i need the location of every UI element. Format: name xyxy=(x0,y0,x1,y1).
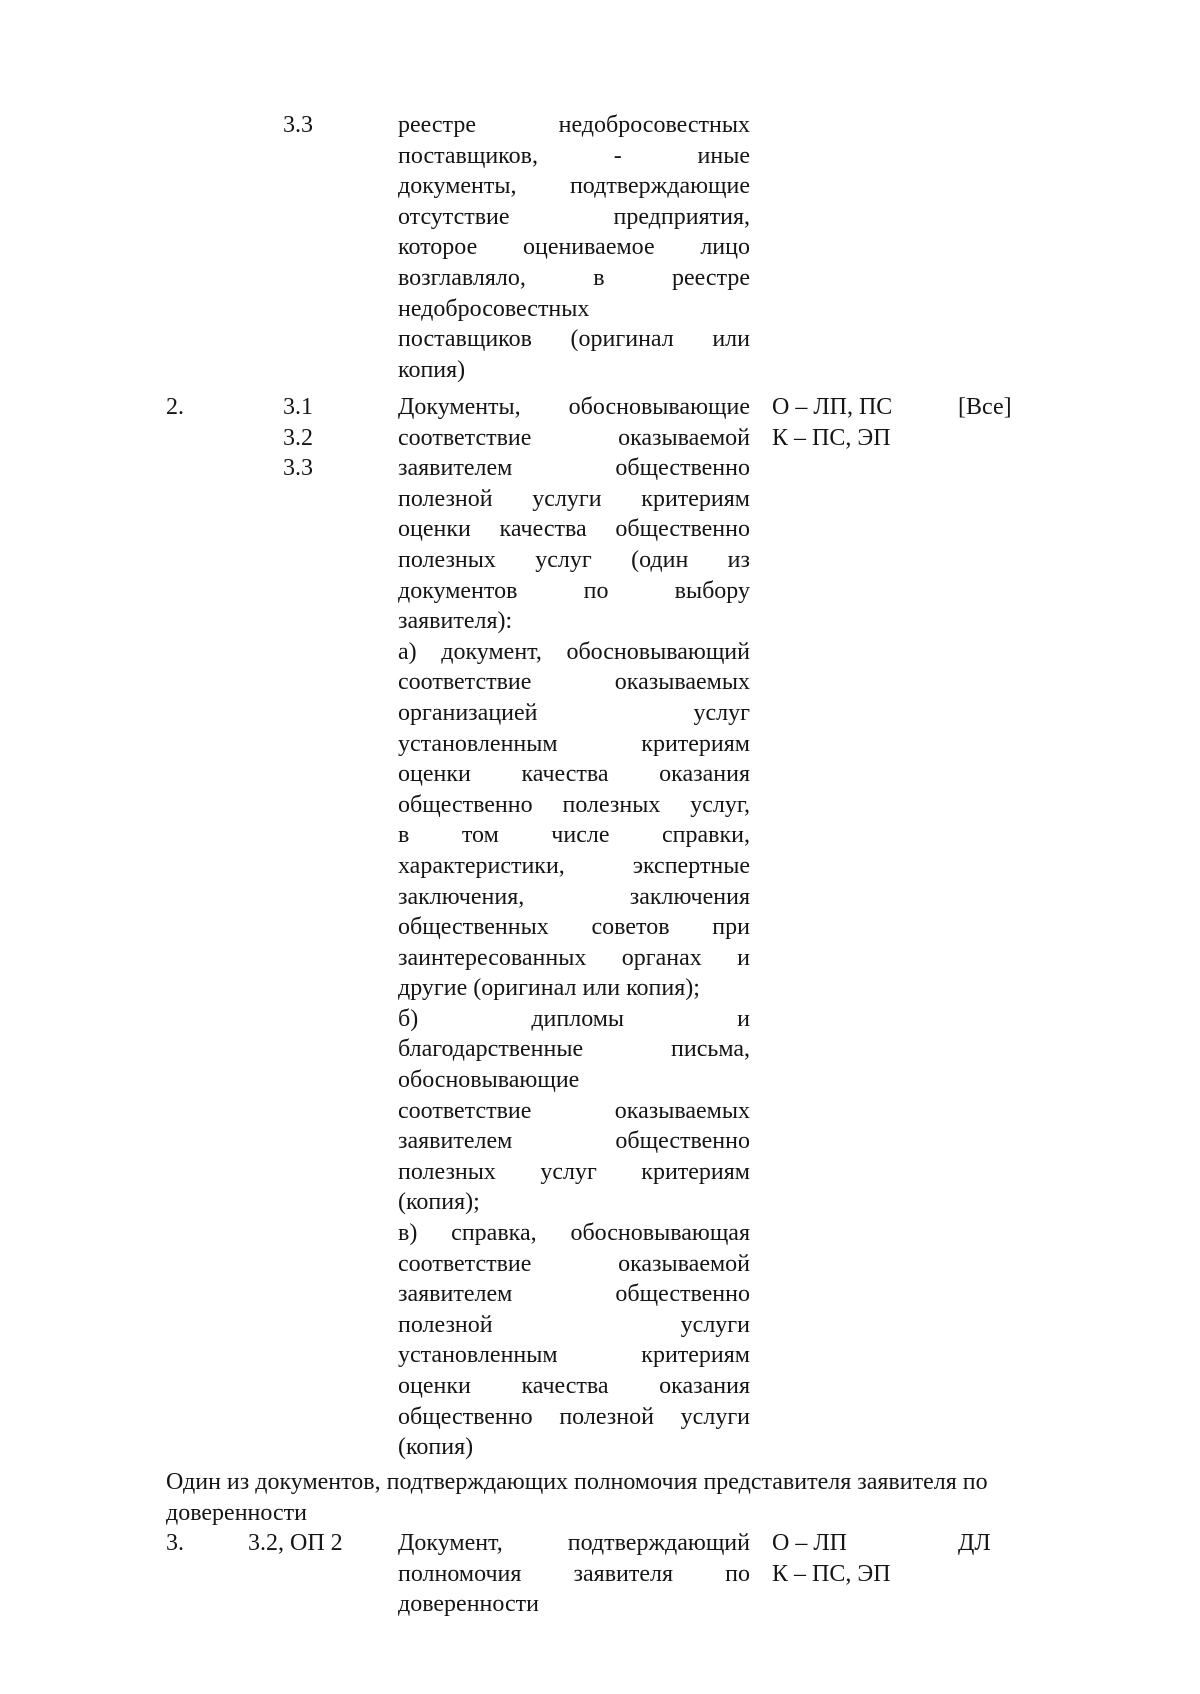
description-line: в) справка, обосновывающая xyxy=(398,1220,750,1247)
description-line: оценки качества оказания xyxy=(398,1373,750,1399)
description-line: полезных услуг критериям xyxy=(398,1158,750,1185)
description-line: доверенности xyxy=(398,1591,539,1618)
description-line: оценки качества оказания xyxy=(398,761,750,788)
row-2-ref-3: 3.3 xyxy=(283,455,313,482)
description-line: документы, подтверждающие xyxy=(398,173,750,200)
description-line: копия) xyxy=(398,356,466,383)
description-line: благодарственные письма, xyxy=(398,1036,750,1063)
description-line: полезной услуги критериям xyxy=(398,485,750,512)
description-line: Документы, обосновывающие xyxy=(398,394,750,420)
description-line: установленным критериям xyxy=(398,1342,750,1369)
description-line: соответствие оказываемой xyxy=(398,424,750,451)
description-line: в том числе справки, xyxy=(398,822,750,849)
description-line: соответствие оказываемых xyxy=(398,1097,750,1124)
description-line: поставщиков (оригинал или xyxy=(398,326,750,353)
description-line: отсутствие предприятия, xyxy=(398,203,750,230)
row-2-delivery-original: О – ЛП, ПС xyxy=(772,394,893,420)
description-line: заявителя): xyxy=(398,608,513,635)
row-2-ref-2: 3.2 xyxy=(283,424,313,451)
row-2-delivery xyxy=(772,392,942,453)
description-line: обосновывающие xyxy=(398,1067,580,1094)
description-line: общественных советов при xyxy=(398,914,750,941)
description-line: а) документ, обосновывающий xyxy=(398,638,750,665)
description-line: которое оцениваемое лицо xyxy=(398,234,750,261)
section-caption: Один из документов, подтверждающих полномочия представителя заявителя по доверенности xyxy=(166,1469,988,1526)
description-line: полезной услуги xyxy=(398,1311,750,1338)
description-line: заявителем общественно xyxy=(398,1128,750,1155)
description-line: другие (оригинал или копия); xyxy=(398,975,700,1002)
row-2-description xyxy=(398,392,750,1463)
description-line: б) дипломы и xyxy=(398,1005,750,1032)
row-2-applicants: [Все] xyxy=(958,394,1012,420)
row-3-description xyxy=(398,1528,750,1620)
description-line: полномочия заявителя по xyxy=(398,1560,750,1587)
description-line: общественно полезной услуги xyxy=(398,1403,750,1430)
row-3-delivery xyxy=(772,1528,942,1589)
description-line: установленным критериям xyxy=(398,730,750,757)
description-line: соответствие оказываемых xyxy=(398,669,750,696)
description-line: документов по выбору xyxy=(398,577,750,604)
description-line: недобросовестных xyxy=(398,295,590,322)
row-3-3-description xyxy=(398,110,750,385)
description-line: Документ, подтверждающий xyxy=(398,1530,750,1556)
description-line: соответствие оказываемой xyxy=(398,1250,750,1277)
description-line: (копия); xyxy=(398,1189,480,1216)
row-3-ref: 3.2, ОП 2 xyxy=(248,1530,343,1556)
row-3-applicants: ДЛ xyxy=(958,1530,991,1556)
description-line: (копия) xyxy=(398,1434,474,1461)
description-line: реестре недобросовестных xyxy=(398,112,750,138)
description-line: оценки качества общественно xyxy=(398,516,750,543)
row-3-delivery-original: О – ЛП xyxy=(772,1530,847,1556)
row-2-ref-1: 3.1 xyxy=(283,394,313,420)
description-line: характеристики, экспертные xyxy=(398,852,750,879)
description-line: полезных услуг (один из xyxy=(398,546,750,573)
row-3-number: 3. xyxy=(166,1530,184,1556)
description-line: поставщиков, - иные xyxy=(398,142,750,169)
description-line: организацией услуг xyxy=(398,699,750,726)
row-2-refs xyxy=(283,392,383,484)
description-line: общественно полезных услуг, xyxy=(398,791,750,818)
row-2-delivery-copy: К – ПС, ЭП xyxy=(772,424,891,451)
description-line: заинтересованных органах и xyxy=(398,944,750,971)
description-line: заявителем общественно xyxy=(398,455,750,482)
description-line: возглавляло, в реестре xyxy=(398,264,750,291)
row-2-number: 2. xyxy=(166,394,184,420)
description-line: заключения, заключения xyxy=(398,883,750,910)
row-3-delivery-copy: К – ПС, ЭП xyxy=(772,1560,891,1587)
row-3-3-ref: 3.3 xyxy=(283,112,313,138)
description-line: заявителем общественно xyxy=(398,1281,750,1308)
